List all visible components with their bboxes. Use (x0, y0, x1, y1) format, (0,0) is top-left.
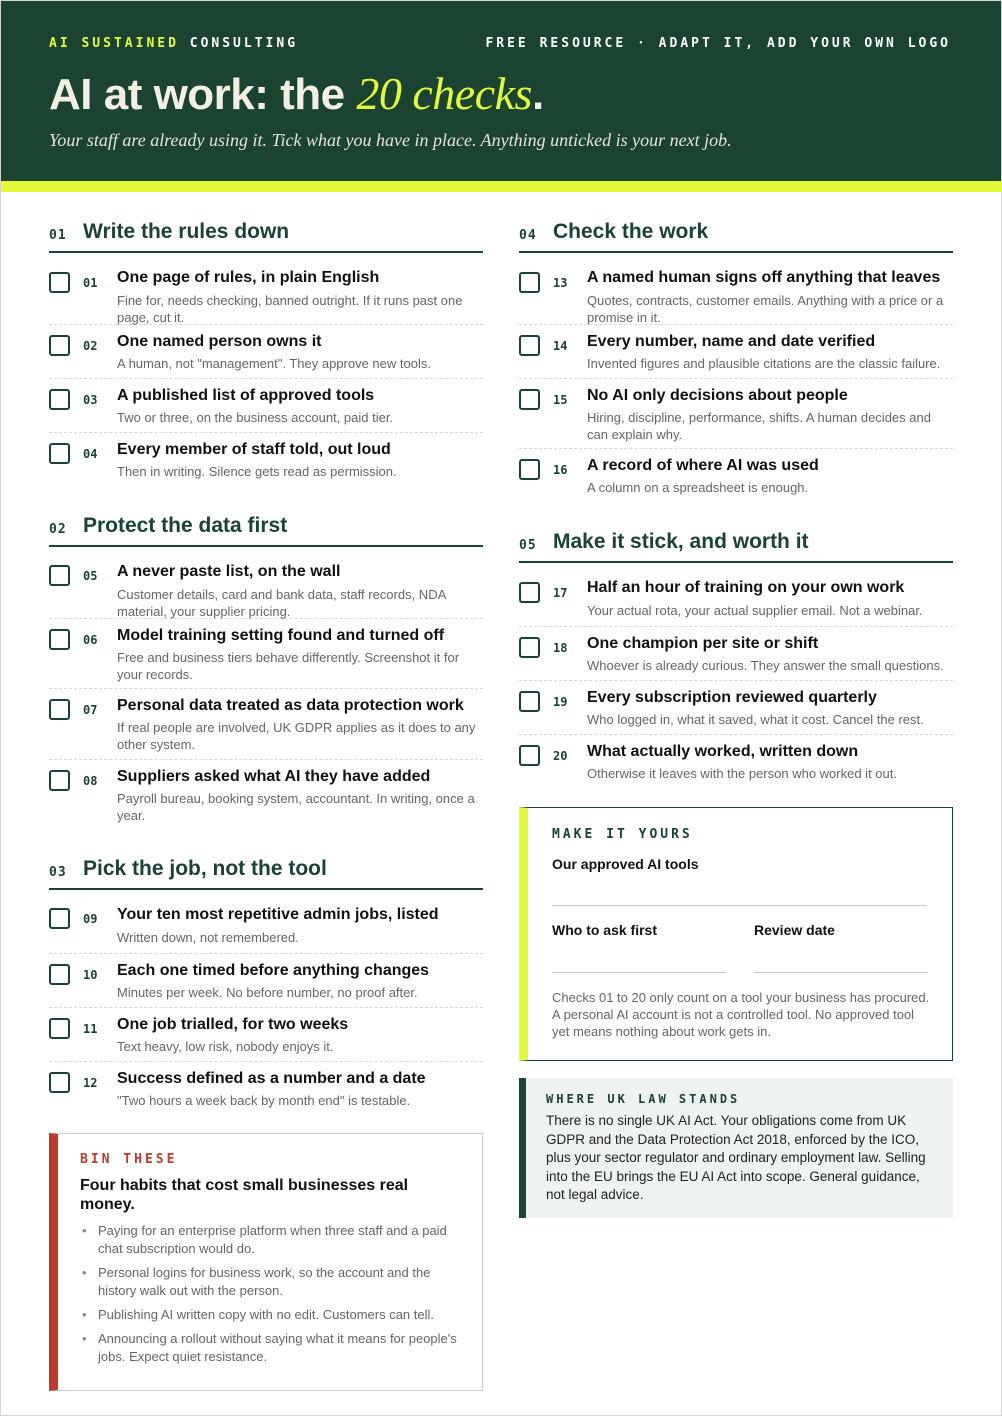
checkbox[interactable] (49, 1018, 70, 1039)
item-number: 13 (553, 276, 568, 290)
item-description: Your actual rota, your actual supplier email. Not a webinar. (587, 603, 923, 618)
list-item: • Paying for an enterprise platform when three staff and a paid chat subscription would do. (80, 1222, 470, 1258)
item-number: 19 (553, 695, 568, 709)
brand-name: AI SUSTAINED CONSULTING (49, 36, 299, 51)
item-title: Each one timed before anything changes (117, 962, 430, 979)
checkbox[interactable] (519, 389, 540, 410)
checkbox[interactable] (49, 1072, 70, 1093)
section-title: Protect the data first (83, 514, 288, 537)
make-it-yours-box (519, 807, 953, 1061)
review-date-label: Review date (754, 922, 835, 938)
approved-tools-label: Our approved AI tools (552, 856, 699, 872)
section-title: Check the work (553, 220, 709, 243)
checklist-item (519, 563, 953, 627)
item-number: 15 (553, 393, 568, 407)
section-check-work (519, 213, 953, 503)
item-title: A record of where AI was used (587, 457, 819, 474)
checkbox[interactable] (49, 443, 70, 464)
item-title: Half an hour of training on your own work (587, 579, 905, 596)
checkbox[interactable] (519, 459, 540, 480)
bin-label: BIN THESE (80, 1152, 178, 1167)
item-description: "Two hours a week back by month end" is testable. (117, 1093, 411, 1108)
checkbox[interactable] (49, 629, 70, 650)
item-title: Success defined as a number and a date (117, 1070, 426, 1087)
item-title: Every number, name and date verified (587, 333, 876, 350)
item-number: 14 (553, 339, 568, 353)
list-item: • Personal logins for business work, so the account and the history walk out with the person. (80, 1264, 470, 1300)
item-title: One champion per site or shift (587, 635, 819, 652)
item-description: A column on a spreadsheet is enough. (587, 480, 809, 495)
item-description: Minutes per week. No before number, no proof after. (117, 985, 418, 1000)
item-description: Two or three, on the business account, paid tier. (117, 410, 394, 425)
ask-first-line[interactable] (552, 972, 726, 973)
item-number: 04 (83, 447, 98, 461)
title-highlight: 20 checks (356, 68, 532, 119)
section-write-rules (49, 213, 483, 487)
item-description: Quotes, contracts, customer emails. Anything with a price or a promise in it. (587, 293, 944, 325)
law-text: There is no single UK AI Act. Your obligations come from UK GDPR and the Data Protection Act 2018, enforced by the ICO, plus your sector regulator and ordinary employment law. Selling into the EU brings the EU AI Act into scope. General guidance, not legal advice. (546, 1113, 926, 1202)
section-number: 03 (49, 865, 67, 880)
item-number: 03 (83, 393, 98, 407)
item-title: Personal data treated as data protection work (117, 697, 464, 714)
section-make-it-stick (519, 523, 953, 789)
checkbox[interactable] (49, 335, 70, 356)
section-title: Make it stick, and worth it (553, 530, 809, 553)
section-pick-job (49, 850, 483, 1116)
checkbox[interactable] (49, 272, 70, 293)
item-number: 06 (83, 633, 98, 647)
approved-tools-line[interactable] (552, 905, 927, 906)
checkbox[interactable] (519, 582, 540, 603)
item-description: A human, not "management". They approve new tools. (117, 356, 431, 371)
review-date-line[interactable] (754, 972, 928, 973)
checklist-item (49, 1062, 483, 1116)
item-number: 07 (83, 703, 98, 717)
checkbox[interactable] (49, 908, 70, 929)
checklist-item (519, 681, 953, 735)
item-title: Suppliers asked what AI they have added (117, 768, 431, 785)
item-description: Whoever is already curious. They answer the small questions. (587, 658, 944, 673)
item-number: 12 (83, 1076, 98, 1090)
checklist-item (49, 890, 483, 954)
checklist-item (519, 735, 953, 789)
item-title: A named human signs off anything that leaves (587, 269, 941, 286)
checkbox[interactable] (49, 389, 70, 410)
item-description: Text heavy, low risk, nobody enjoys it. (117, 1039, 334, 1054)
item-title: One page of rules, in plain English (117, 269, 380, 286)
item-number: 02 (83, 339, 98, 353)
checklist-item (49, 760, 483, 830)
item-description: Then in writing. Silence gets read as permission. (117, 464, 397, 479)
checklist-item (49, 619, 483, 689)
yours-note: Checks 01 to 20 only count on a tool your business has procured. A personal AI account is not a controlled tool. No approved tool yet means nothing about work gets in. (552, 990, 930, 1039)
item-number: 18 (553, 641, 568, 655)
item-title: Your ten most repetitive admin jobs, listed (117, 906, 439, 923)
item-number: 10 (83, 968, 98, 982)
item-number: 11 (83, 1022, 98, 1036)
checkbox[interactable] (519, 691, 540, 712)
item-number: 08 (83, 774, 98, 788)
page-title: AI at work: the 20 checks. (49, 68, 544, 119)
header-accent-bar (1, 181, 1001, 192)
item-description: Hiring, discipline, performance, shifts. A human decides and can explain why. (587, 410, 931, 442)
item-title: What actually worked, written down (587, 743, 859, 760)
checklist-item (519, 379, 953, 449)
checkbox[interactable] (519, 745, 540, 766)
checklist-item (49, 547, 483, 619)
checklist-item (49, 253, 483, 325)
bin-title: Four habits that cost small businesses real money. (80, 1177, 409, 1213)
law-label: WHERE UK LAW STANDS (546, 1092, 741, 1106)
yours-label: MAKE IT YOURS (552, 827, 693, 842)
checklist-item (49, 954, 483, 1008)
item-title: A never paste list, on the wall (117, 563, 341, 580)
item-description: Otherwise it leaves with the person who worked it out. (587, 766, 897, 781)
item-number: 16 (553, 463, 568, 477)
section-number: 05 (519, 538, 537, 553)
item-number: 09 (83, 912, 98, 926)
header-banner (1, 1, 1001, 181)
checkbox[interactable] (519, 335, 540, 356)
checklist-item (49, 379, 483, 433)
item-description: Written down, not remembered. (117, 930, 299, 945)
item-description: Invented figures and plausible citations are the classic failure. (587, 356, 941, 371)
item-title: Every member of staff told, out loud (117, 441, 391, 458)
item-number: 05 (83, 569, 98, 583)
checkbox[interactable] (49, 770, 70, 791)
checkbox[interactable] (519, 637, 540, 658)
list-item: • Announcing a rollout without saying what it means for people's jobs. Expect quiet resistance. (80, 1330, 470, 1366)
section-number: 02 (49, 522, 67, 537)
checklist-item (49, 1008, 483, 1062)
item-title: Model training setting found and turned off (117, 627, 445, 644)
item-number: 17 (553, 586, 568, 600)
uk-law-box (519, 1078, 953, 1218)
checklist-item (519, 449, 953, 503)
bin-these-box (49, 1133, 483, 1391)
section-number: 04 (519, 228, 537, 243)
section-number: 01 (49, 228, 67, 243)
checklist-item (519, 627, 953, 681)
item-title: A published list of approved tools (117, 387, 375, 404)
item-title: One job trialled, for two weeks (117, 1016, 349, 1033)
checkbox[interactable] (49, 964, 70, 985)
item-description: Fine for, needs checking, banned outright. If it runs past one page, cut it. (117, 293, 463, 325)
ask-first-label: Who to ask first (552, 922, 658, 938)
item-number: 20 (553, 749, 568, 763)
item-description: Free and business tiers behave differently. Screenshot it for your records. (117, 650, 460, 682)
item-title: Every subscription reviewed quarterly (587, 689, 877, 706)
section-title: Write the rules down (83, 220, 290, 243)
checklist-item (49, 689, 483, 760)
section-title: Pick the job, not the tool (83, 857, 327, 880)
checkbox[interactable] (49, 699, 70, 720)
item-number: 01 (83, 276, 98, 290)
checkbox[interactable] (519, 272, 540, 293)
checkbox[interactable] (49, 565, 70, 586)
list-item: • Publishing AI written copy with no edit. Customers can tell. (80, 1306, 470, 1324)
item-description: Payroll bureau, booking system, accountant. In writing, once a year. (117, 791, 475, 823)
item-description: If real people are involved, UK GDPR applies as it does to any other system. (117, 720, 476, 752)
resource-tagline: FREE RESOURCE · ADAPT IT, ADD YOUR OWN LOGO (485, 36, 951, 51)
item-title: No AI only decisions about people (587, 387, 848, 404)
item-description: Customer details, card and bank data, staff records, NDA material, your supplier pricing. (117, 587, 446, 619)
checklist-item (49, 325, 483, 379)
item-title: One named person owns it (117, 333, 322, 350)
section-protect-data (49, 507, 483, 830)
checklist-item (519, 253, 953, 325)
item-description: Who logged in, what it saved, what it cost. Cancel the rest. (587, 712, 924, 727)
page-subtitle: Your staff are already using it. Tick what you have in place. Anything unticked is your next job. (49, 130, 732, 150)
checklist-item (49, 433, 483, 487)
bin-list (80, 1222, 470, 1372)
checklist-item (519, 325, 953, 379)
